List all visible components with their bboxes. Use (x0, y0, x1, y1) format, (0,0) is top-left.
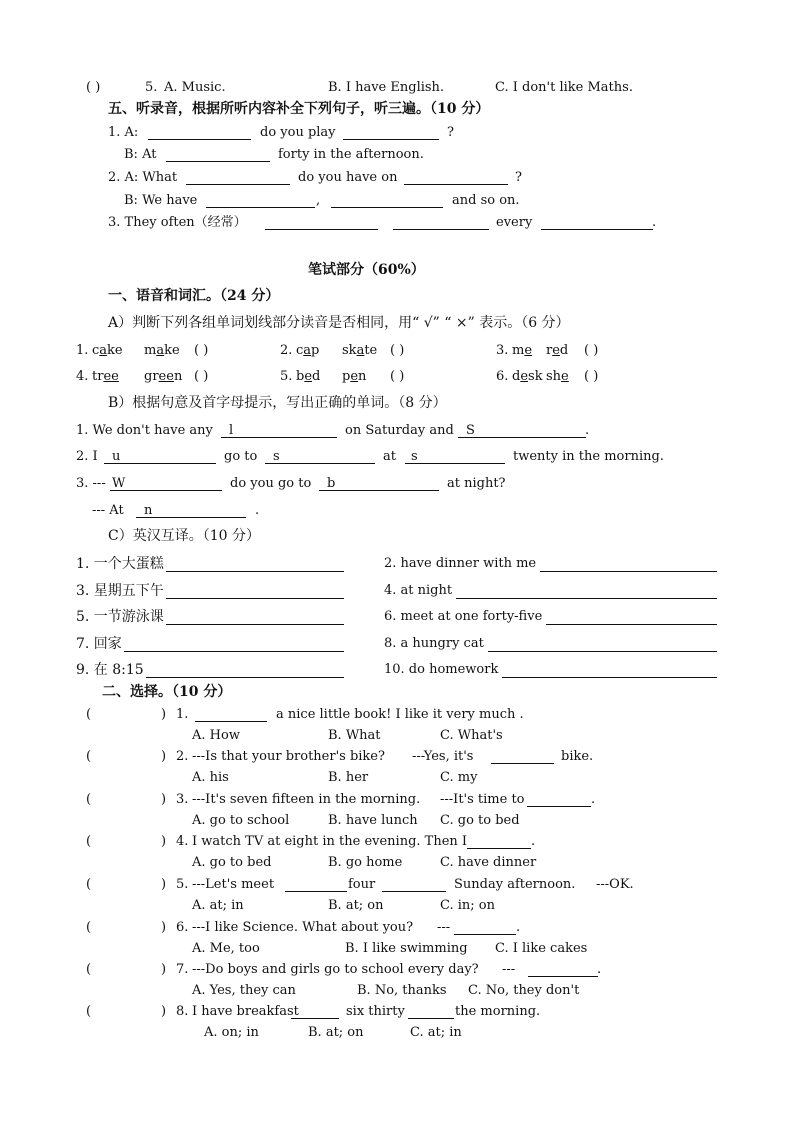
pair-word-2: skate (342, 343, 378, 358)
mc-stem: ---Do boys and girls go to school every day? (192, 962, 479, 977)
mc-option-a: A. Yes, they can (192, 983, 296, 998)
s5-line5-a: 3. They often（经常） (108, 215, 247, 230)
b2-letter-3: s (411, 449, 418, 464)
pair-word-1: desk (512, 369, 543, 384)
mc-number: 5. (176, 877, 189, 892)
pair-number: 1. (76, 343, 89, 358)
mc-blank (527, 806, 591, 807)
pair-word-1: tree (92, 369, 119, 384)
s5-line4-b: , (316, 193, 321, 208)
mc-number: 7. (176, 962, 189, 977)
b2-letter-2: s (273, 449, 280, 464)
mc-option-a: A. go to school (192, 813, 290, 828)
b2-letter-1: u (112, 449, 121, 464)
mc-paren-left: ( (86, 962, 92, 977)
q5-option-c: C. I don't like Maths. (495, 80, 633, 95)
mc-option-a: A. How (192, 728, 240, 743)
s5-blank (343, 139, 439, 140)
pair-word-2: she (546, 369, 569, 384)
s5-blank (541, 229, 653, 230)
pair-number: 3. (496, 343, 509, 358)
mc-blank (285, 891, 347, 892)
mc-stem: ---Is that your brother's bike? (192, 749, 385, 764)
pair-word-1: cake (92, 343, 123, 358)
b1-letter-1: l (229, 423, 234, 438)
translation-right: 8. a hungry cat (384, 635, 484, 651)
s5-line4-c: and so on. (452, 193, 520, 208)
mc-paren-right: ) (161, 920, 167, 935)
mc-option-c: C. I like cakes (495, 941, 588, 956)
mc-blank (491, 763, 554, 764)
translation-left: 7. 回家 (76, 635, 122, 652)
mc-stem: I have breakfast (192, 1004, 299, 1019)
s5-line1-b: do you play (260, 125, 336, 140)
translation-right: 2. have dinner with me (384, 556, 537, 571)
s5-blank (331, 207, 443, 208)
answer-blank (146, 677, 344, 678)
mc-stem: . (516, 920, 521, 935)
b-blank (104, 463, 216, 464)
b-blank (136, 517, 246, 518)
mc-option-c: C. go to bed (440, 813, 520, 828)
mc-option-a: A. go to bed (192, 855, 272, 870)
answer-paren: ( ) (390, 369, 405, 384)
mc-option-c: C. No, they don't (468, 983, 580, 998)
answer-blank (456, 598, 717, 599)
b-blank (458, 437, 586, 438)
translation-left: 9. 在 8:15 (76, 662, 144, 678)
pair-word-2: pen (342, 369, 367, 384)
s5-blank (206, 207, 315, 208)
b2-text-c: at (383, 449, 396, 464)
mc-stem: Sunday afternoon. (454, 877, 576, 892)
pair-word-2: make (144, 343, 180, 358)
mc-stem: ---I like Science. What about you? (192, 920, 414, 935)
mc-blank (408, 1018, 454, 1019)
answer-blank (502, 677, 717, 678)
answer-paren: ( ) (584, 343, 599, 358)
b3-text-c: at night? (447, 476, 506, 491)
s5-blank (393, 229, 489, 230)
s5-line5-b: every (496, 215, 533, 230)
mc-stem: . (591, 792, 596, 807)
pair-word-1: bed (296, 369, 321, 384)
b1-text-c: . (585, 423, 590, 438)
part-a-title: A）判断下列各组单词划线部分读音是否相同，用“ √” “ ×” 表示。（6 分） (108, 315, 570, 331)
section5-title: 五、听录音，根据所听内容补全下列句子，听三遍。（10 分） (108, 101, 490, 117)
part-b-title: B）根据句意及首字母提示，写出正确的单词。（8 分） (108, 395, 447, 411)
mc-blank (382, 891, 446, 892)
mc-paren-left: ( (86, 920, 92, 935)
s5-line4-a: B: We have (124, 193, 198, 208)
b2-text-d: twenty in the morning. (513, 449, 664, 464)
mc-option-a: A. his (192, 770, 229, 785)
b2-text-b: go to (224, 449, 258, 464)
mc-number: 3. (176, 792, 189, 807)
b3-text-b: do you go to (230, 476, 312, 491)
mc-stem: bike. (561, 749, 594, 764)
b3-letter-1: W (112, 476, 126, 491)
pair-number: 4. (76, 369, 89, 384)
translation-left: 5. 一节游泳课 (76, 609, 164, 625)
s5-line2-a: B: At (124, 147, 157, 162)
b4-text-a: --- At (92, 503, 124, 518)
s5-line2-b: forty in the afternoon. (278, 147, 424, 162)
mc-blank (528, 976, 598, 977)
answer-blank (488, 651, 717, 652)
mc-option-b: B. have lunch (328, 813, 418, 828)
mc-stem: a nice little book! I like it very much . (276, 707, 524, 722)
mc-paren-left: ( (86, 707, 92, 722)
mc-option-b: B. go home (328, 855, 403, 870)
mc-paren-right: ) (161, 1004, 167, 1019)
mc-stem: I watch TV at eight in the evening. Then I (192, 834, 468, 849)
mc-option-b: B. at; on (308, 1025, 364, 1040)
mc-paren-left: ( (86, 749, 92, 764)
mc-option-a: A. on; in (204, 1025, 259, 1040)
mc-option-a: A. at; in (192, 898, 244, 913)
b-blank (110, 490, 222, 491)
mc-stem: ---It's seven fifteen in the morning. (192, 792, 421, 807)
b4-letter-1: n (144, 503, 153, 518)
s5-line3-a: 2. A: What (108, 170, 178, 185)
mc-number: 4. (176, 834, 189, 849)
b1-text-a: 1. We don't have any (76, 423, 213, 438)
translation-right: 6. meet at one forty-five (384, 609, 543, 624)
translation-left: 3. 星期五下午 (76, 582, 164, 599)
pair-number: 6. (496, 369, 509, 384)
mc-stem: ---Yes, it's (412, 749, 474, 764)
mc-stem: six thirty (346, 1004, 405, 1019)
mc-paren-left: ( (86, 877, 92, 892)
mc-number: 2. (176, 749, 189, 764)
answer-blank (540, 571, 717, 572)
mc-paren-left: ( (86, 1004, 92, 1019)
mc-paren-right: ) (161, 962, 167, 977)
s5-line1-a: 1. A: (108, 125, 139, 140)
s5-line1-c: ? (447, 125, 454, 140)
s5-blank (148, 139, 251, 140)
mc-paren-left: ( (86, 834, 92, 849)
answer-blank (124, 651, 344, 652)
mc-stem: four (348, 877, 376, 892)
s5-blank (404, 184, 508, 185)
mc-paren-right: ) (161, 707, 167, 722)
b-blank (265, 463, 375, 464)
q5-num: 5. (145, 80, 158, 95)
pair-number: 5. (280, 369, 293, 384)
mc-paren-right: ) (161, 877, 167, 892)
answer-blank (166, 571, 344, 572)
b3-text-a: 3. --- (76, 476, 106, 491)
mc-stem: ---OK. (596, 877, 634, 892)
mc-paren-right: ) (161, 749, 167, 764)
mc-option-c: C. my (440, 770, 478, 785)
pair-number: 2. (280, 343, 293, 358)
b1-letter-2: S (466, 423, 475, 438)
mc-option-b: B. at; on (328, 898, 384, 913)
mc-option-c: C. in; on (440, 898, 495, 913)
section1-title: 一、语音和词汇。（24 分） (108, 288, 280, 304)
mc-stem: the morning. (455, 1004, 541, 1019)
mc-stem: ---Let's meet (192, 877, 275, 892)
s5-blank (166, 161, 270, 162)
b3-letter-2: b (327, 476, 336, 491)
mc-stem: . (531, 834, 536, 849)
pair-word-1: me (512, 343, 533, 358)
s5-line3-b: do you have on (298, 170, 398, 185)
mc-paren-right: ) (161, 834, 167, 849)
b4-text-b: . (255, 503, 260, 518)
translation-right: 4. at night (384, 582, 453, 598)
mc-number: 6. (176, 920, 189, 935)
mc-blank (454, 934, 516, 935)
translation-right: 10. do homework (384, 662, 499, 677)
b-blank (319, 490, 439, 491)
mc-number: 1. (176, 707, 189, 722)
s5-blank (186, 184, 290, 185)
answer-paren: ( ) (194, 369, 209, 384)
pair-word-2: red (546, 343, 569, 358)
q5-option-a: A. Music. (164, 80, 226, 95)
mc-option-c: C. have dinner (440, 855, 537, 870)
s5-line5-c: . (652, 215, 657, 230)
answer-paren: ( ) (390, 343, 405, 358)
section2-title: 二、选择。（10 分） (102, 684, 232, 700)
pair-word-1: cap (296, 343, 320, 358)
mc-option-c: C. at; in (410, 1025, 462, 1040)
mc-option-b: B. No, thanks (357, 983, 447, 998)
answer-paren: ( ) (194, 343, 209, 358)
mc-blank (195, 721, 267, 722)
mc-option-a: A. Me, too (192, 941, 260, 956)
answer-blank (546, 624, 717, 625)
s5-line3-c: ? (515, 170, 522, 185)
mc-stem: --- (502, 962, 516, 977)
mc-blank (467, 848, 531, 849)
b2-text-a: 2. I (76, 449, 98, 464)
answer-paren: ( ) (584, 369, 599, 384)
mc-option-b: B. her (328, 770, 369, 785)
mc-option-b: B. I like swimming (345, 941, 468, 956)
part-c-title: C）英汉互译。（10 分） (108, 528, 260, 544)
mc-option-c: C. What's (440, 728, 503, 743)
b1-text-b: on Saturday and (345, 423, 454, 438)
mc-option-b: B. What (328, 728, 381, 743)
b-blank (221, 437, 337, 438)
mc-paren-right: ) (161, 792, 167, 807)
q5-option-b: B. I have English. (328, 80, 445, 95)
mc-blank (291, 1018, 339, 1019)
translation-left: 1. 一个大蛋糕 (76, 556, 164, 572)
written-title: 笔试部分（60%） (308, 262, 425, 278)
answer-blank (166, 598, 344, 599)
mc-number: 8. (176, 1004, 189, 1019)
b-blank (405, 463, 505, 464)
mc-stem: ---It's time to (440, 792, 525, 807)
mc-stem: . (597, 962, 602, 977)
mc-paren-left: ( (86, 792, 92, 807)
mc-stem: --- (437, 920, 451, 935)
q5-paren: ( ) (86, 80, 101, 95)
pair-word-2: green (144, 369, 183, 384)
s5-blank (265, 229, 378, 230)
answer-blank (166, 624, 344, 625)
